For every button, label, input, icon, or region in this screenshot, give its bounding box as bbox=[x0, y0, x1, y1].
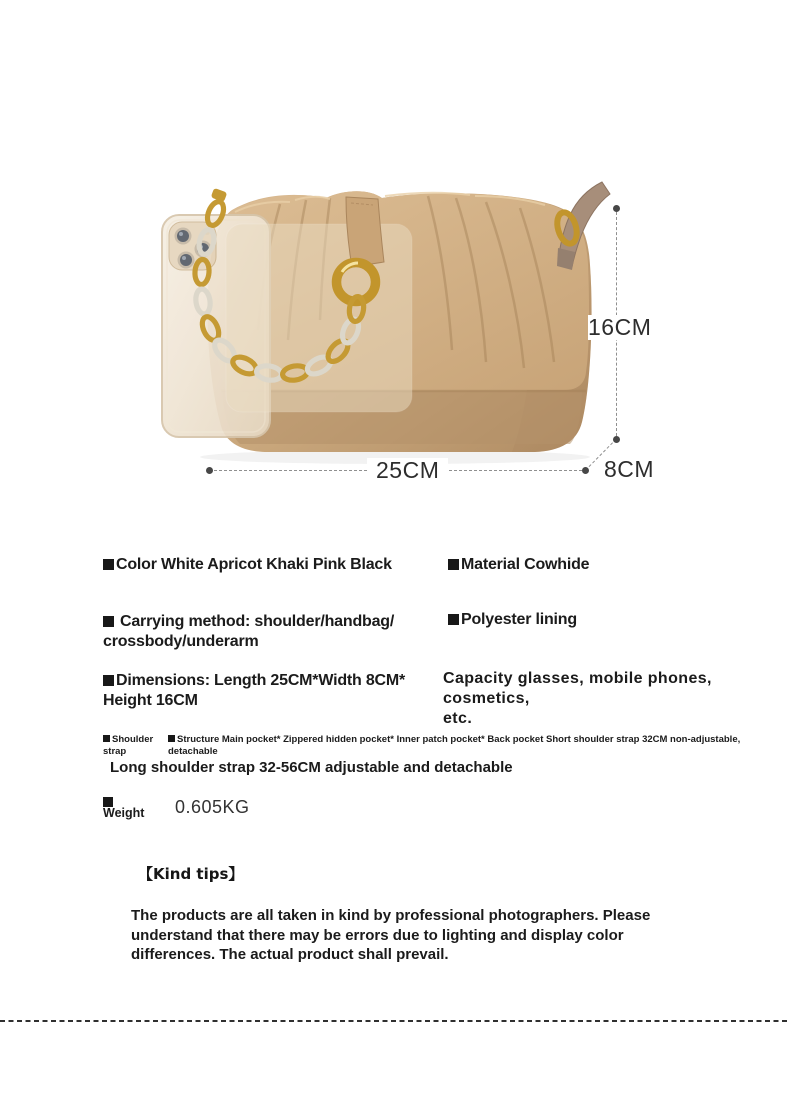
spec-shoulder-strap bbox=[103, 734, 165, 757]
spec-carrying bbox=[103, 612, 394, 652]
tips-line2: understand that there may be errors due to lighting and display color bbox=[131, 926, 624, 944]
tips-body bbox=[131, 906, 650, 965]
dimension-dot bbox=[206, 467, 213, 474]
spec-long-strap: Long shoulder strap 32-56CM adjustable and detachable bbox=[110, 759, 513, 776]
height-dimension-label: 16CM bbox=[588, 314, 652, 340]
spec-color bbox=[103, 555, 392, 575]
spec-material-text: Material Cowhide bbox=[461, 556, 590, 573]
tips-line1: The products are all taken in kind by professional photographers. Please bbox=[131, 907, 651, 924]
spec-carrying-line2: crossbody/underarm bbox=[103, 633, 259, 650]
bullet-square-icon bbox=[103, 735, 110, 742]
spec-structure bbox=[168, 734, 740, 757]
spec-lining bbox=[448, 610, 577, 630]
spec-structure-line2: detachable bbox=[168, 745, 218, 757]
bullet-square-icon bbox=[103, 616, 114, 627]
spec-dimensions-line2: Height 16CM bbox=[103, 692, 198, 709]
spec-dimensions bbox=[103, 671, 405, 711]
spec-dimensions-line1: Dimensions: Length 25CM*Width 8CM* bbox=[103, 671, 405, 691]
spec-material bbox=[448, 555, 589, 575]
bullet-square-icon bbox=[103, 559, 114, 570]
spec-weight-value: 0.605KG bbox=[175, 797, 250, 817]
spec-capacity-line1: Capacity glasses, mobile phones, cosmetics, bbox=[443, 670, 712, 707]
spec-weight-label: Weight bbox=[103, 806, 145, 820]
bullet-square-icon bbox=[448, 614, 459, 625]
ghost-overlay bbox=[226, 224, 412, 412]
spec-capacity bbox=[443, 669, 790, 729]
tips-title: 【Kind tips】 bbox=[138, 865, 244, 883]
bullet-square-icon bbox=[103, 675, 114, 686]
dimension-dot bbox=[582, 467, 589, 474]
spec-shoulder-strap-text: Shoulder strap bbox=[103, 734, 154, 757]
spec-carrying-line1: Carrying method: shoulder/handbag/ bbox=[103, 612, 394, 632]
tips-line3: differences. The actual product shall prevail. bbox=[131, 946, 449, 963]
bullet-square-icon bbox=[448, 559, 459, 570]
spec-color-text: Color White Apricot Khaki Pink Black bbox=[116, 556, 392, 573]
bottom-divider bbox=[0, 1020, 790, 1022]
dimension-dot bbox=[613, 205, 620, 212]
width-dimension-label: 8CM bbox=[604, 456, 655, 482]
spec-lining-text: Polyester lining bbox=[461, 611, 577, 628]
spec-structure-line1: Structure Main pocket* Zippered hidden pocket* Inner patch pocket* Back pocket Short shoulder strap 32CM non-adjustable, bbox=[168, 734, 740, 746]
strap-tab bbox=[346, 197, 384, 267]
length-dimension-label: 25CM bbox=[367, 458, 448, 483]
dimension-dot bbox=[613, 436, 620, 443]
spec-capacity-line2: etc. bbox=[443, 710, 473, 727]
bullet-square-icon bbox=[168, 735, 175, 742]
product-figure bbox=[130, 170, 690, 500]
